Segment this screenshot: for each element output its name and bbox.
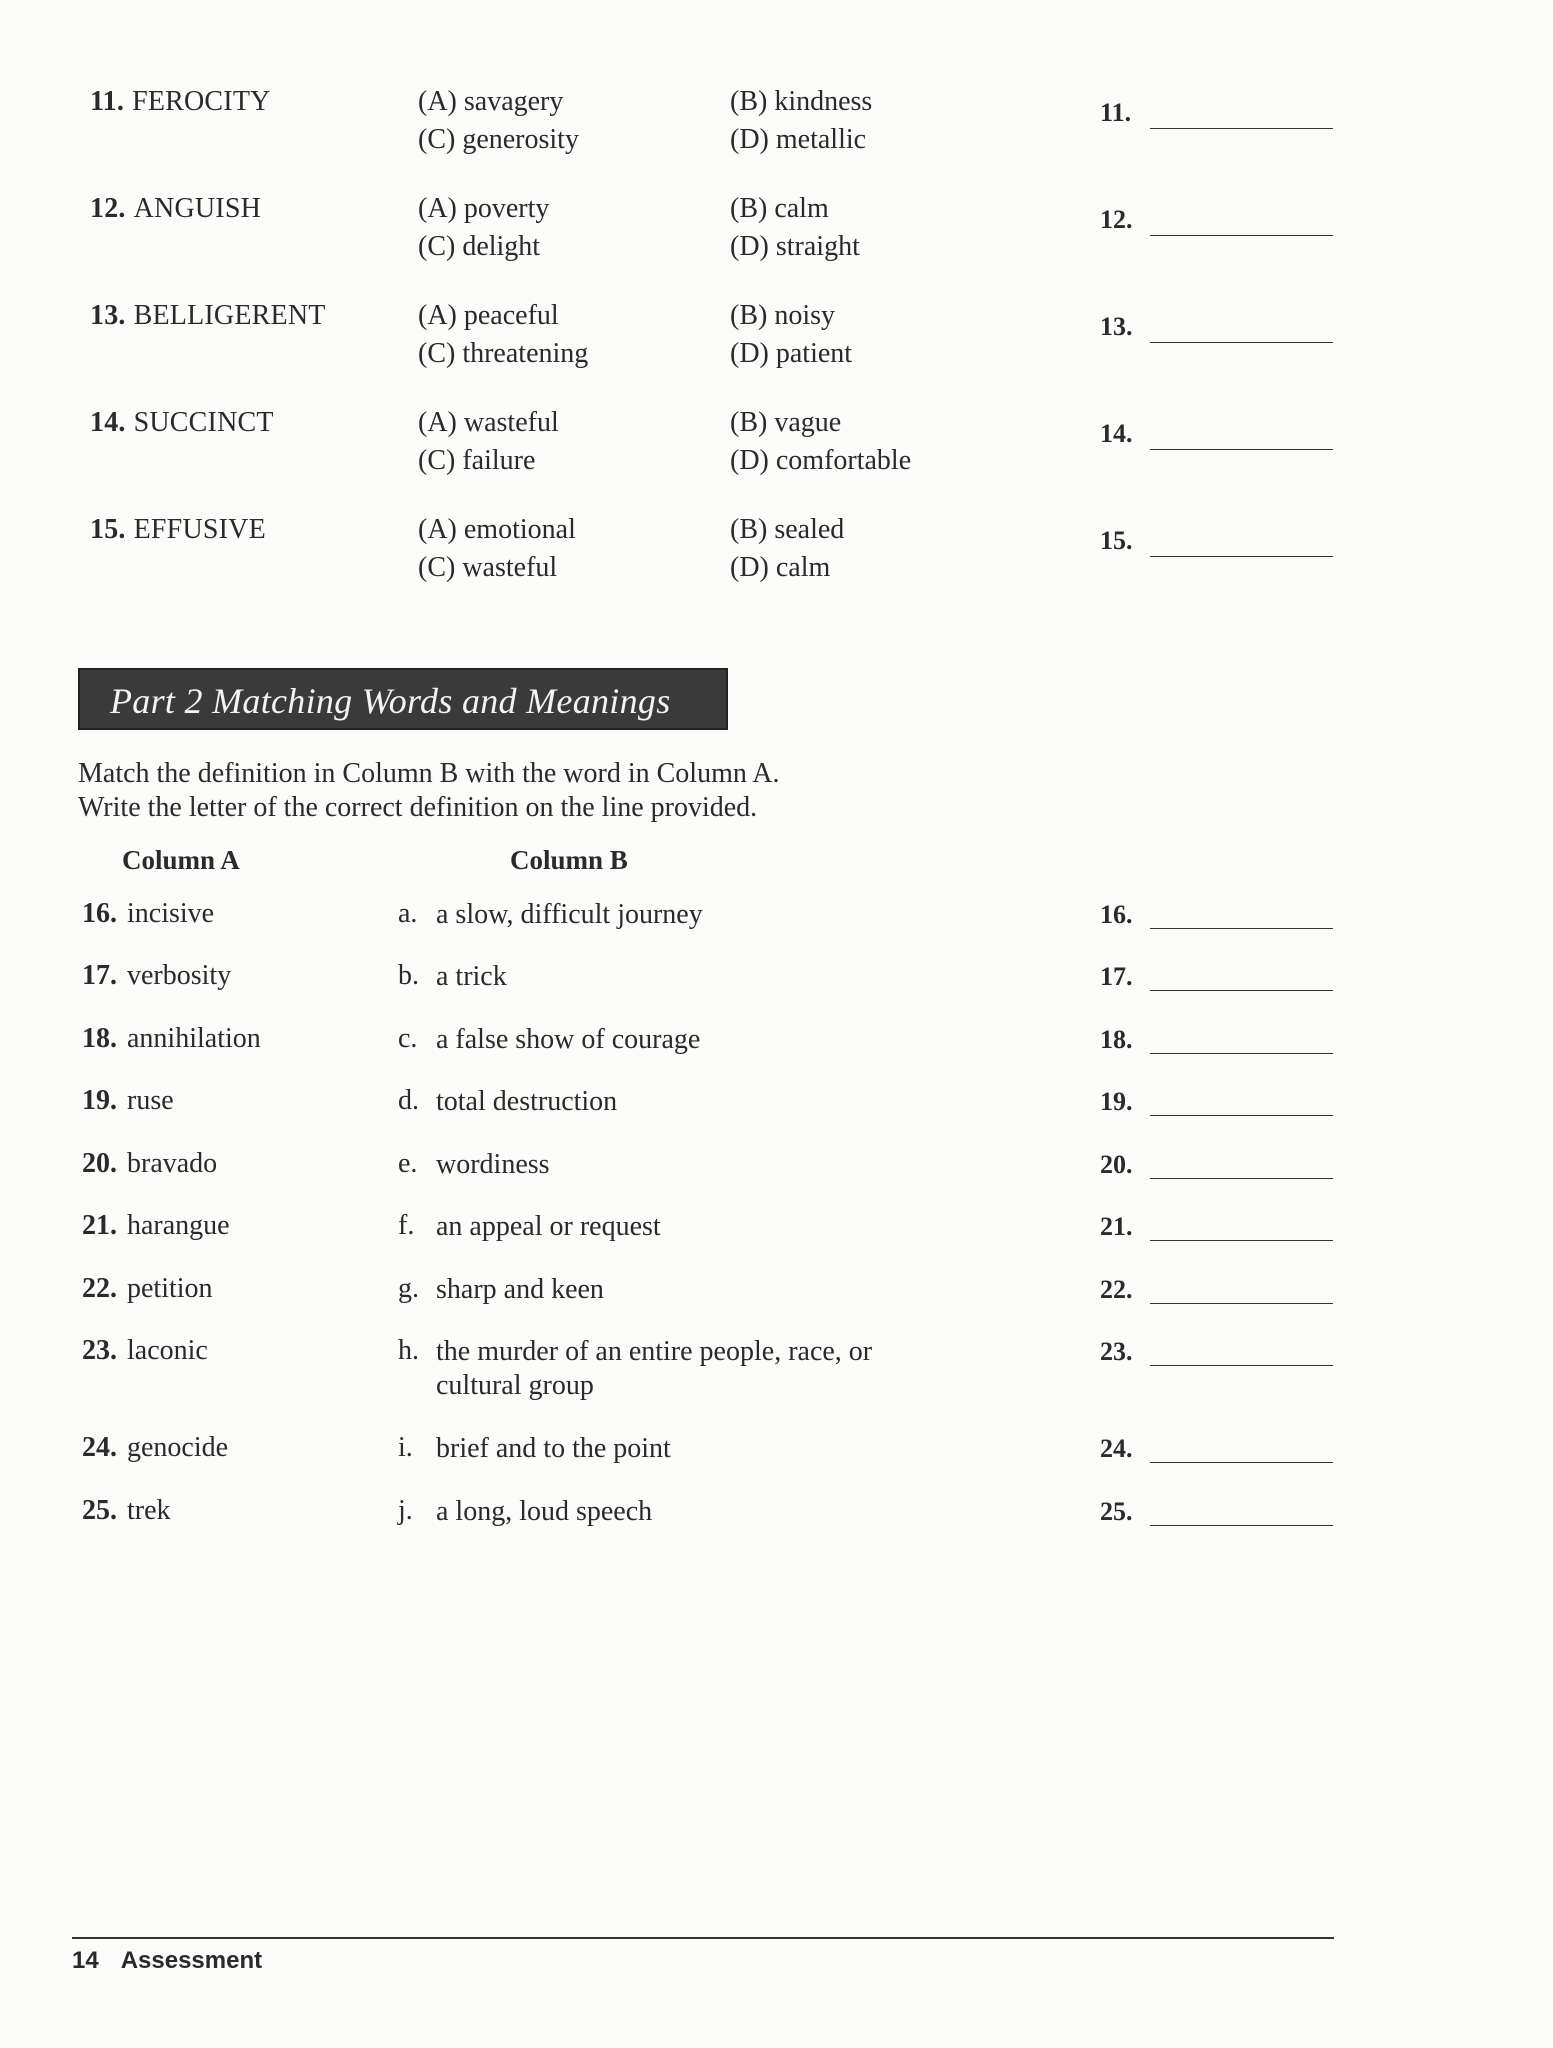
answer-label: 25. [1100, 1497, 1133, 1526]
match-item-23 [0, 1335, 1553, 1425]
match-word: 21. harangue [82, 1210, 230, 1241]
footer-section: Assessment [120, 1947, 263, 1974]
definition-letter: b. [398, 960, 419, 991]
option-a: (A) wasteful [418, 407, 559, 438]
definition-text: a trick [436, 961, 507, 992]
question-word: 11. FEROCITY [90, 86, 271, 117]
footer-rule [72, 1937, 1334, 1939]
option-c: (C) delight [418, 231, 541, 262]
answer-line[interactable] [1150, 1053, 1333, 1054]
question-word: 12. ANGUISH [90, 193, 262, 224]
option-c: (C) threatening [418, 338, 589, 369]
match-item-22 [0, 1273, 1553, 1333]
column-a-heading: Column A [122, 845, 240, 875]
definition-text: wordiness [436, 1149, 550, 1180]
part2-title: Part 2 Matching Words and Meanings [110, 681, 671, 721]
match-word: 24. genocide [82, 1432, 229, 1463]
answer-line[interactable] [1150, 990, 1333, 991]
match-item-20 [0, 1148, 1553, 1208]
answer-line[interactable] [1150, 928, 1333, 929]
answer-line[interactable] [1150, 449, 1333, 450]
definition-letter: d. [398, 1085, 419, 1116]
match-word: 18. annihilation [82, 1023, 261, 1054]
answer-label: 23. [1100, 1337, 1133, 1366]
definition-letter: a. [398, 898, 418, 929]
answer-label: 16. [1100, 900, 1133, 929]
match-item-16 [0, 898, 1553, 958]
page-number: 14 [72, 1947, 99, 1974]
match-item-18 [0, 1023, 1553, 1083]
answer-line[interactable] [1150, 556, 1333, 557]
match-item-21 [0, 1210, 1553, 1270]
match-item-17 [0, 960, 1553, 1020]
answer-line[interactable] [1150, 342, 1333, 343]
option-d: (D) comfortable [730, 445, 912, 476]
answer-label: 17. [1100, 962, 1133, 991]
answer-line[interactable] [1150, 1240, 1333, 1241]
option-d: (D) patient [730, 338, 853, 369]
answer-line[interactable] [1150, 128, 1333, 129]
answer-line[interactable] [1150, 1525, 1333, 1526]
option-d: (D) metallic [730, 124, 867, 155]
option-d: (D) straight [730, 231, 860, 262]
answer-label: 18. [1100, 1025, 1133, 1054]
definition-text: a false show of courage [436, 1024, 701, 1055]
definition-letter: i. [398, 1432, 413, 1463]
match-item-25 [0, 1495, 1553, 1555]
definition-text: an appeal or request [436, 1211, 661, 1242]
option-b: (B) calm [730, 193, 829, 224]
answer-line[interactable] [1150, 235, 1333, 236]
answer-label: 24. [1100, 1434, 1133, 1463]
option-a: (A) peaceful [418, 300, 559, 331]
answer-line[interactable] [1150, 1462, 1333, 1463]
column-b-heading: Column B [510, 845, 628, 875]
match-word: 25. trek [82, 1495, 171, 1526]
option-c: (C) generosity [418, 124, 579, 155]
answer-line[interactable] [1150, 1303, 1333, 1304]
question-13 [0, 300, 1553, 390]
answer-label: 19. [1100, 1087, 1133, 1116]
instructions: Match the definition in Column B with the word in Column A. Write the letter of the correct definition on the line provided. [78, 758, 780, 823]
answer-label: 12. [1100, 205, 1133, 234]
definition-text: brief and to the point [436, 1433, 671, 1464]
option-b: (B) kindness [730, 86, 873, 117]
answer-label: 13. [1100, 312, 1133, 341]
option-a: (A) savagery [418, 86, 564, 117]
definition-letter: g. [398, 1273, 419, 1304]
definition-letter: f. [398, 1210, 415, 1241]
option-a: (A) poverty [418, 193, 550, 224]
answer-line[interactable] [1150, 1178, 1333, 1179]
match-word: 20. bravado [82, 1148, 218, 1179]
definition-letter: e. [398, 1148, 418, 1179]
definition-letter: j. [398, 1495, 413, 1526]
match-item-19 [0, 1085, 1553, 1145]
definition-text: a slow, difficult journey [436, 899, 703, 930]
match-item-24 [0, 1432, 1553, 1492]
answer-label: 21. [1100, 1212, 1133, 1241]
definition-text: the murder of an entire people, race, or cultural group [436, 1336, 873, 1401]
match-word: 19. ruse [82, 1085, 174, 1116]
answer-label: 20. [1100, 1150, 1133, 1179]
answer-label: 22. [1100, 1275, 1133, 1304]
part2-heading-banner [78, 668, 728, 730]
definition-letter: c. [398, 1023, 418, 1054]
question-11 [0, 86, 1553, 176]
option-b: (B) vague [730, 407, 842, 438]
definition-text: a long, loud speech [436, 1496, 653, 1527]
question-word: 14. SUCCINCT [90, 407, 274, 438]
page-footer [72, 1947, 262, 1975]
option-c: (C) failure [418, 445, 536, 476]
match-word: 22. petition [82, 1273, 213, 1304]
option-a: (A) emotional [418, 514, 576, 545]
option-b: (B) sealed [730, 514, 845, 545]
definition-text: sharp and keen [436, 1274, 604, 1305]
match-word: 16. incisive [82, 898, 215, 929]
option-d: (D) calm [730, 552, 831, 583]
answer-line[interactable] [1150, 1115, 1333, 1116]
definition-text: total destruction [436, 1086, 618, 1117]
match-word: 17. verbosity [82, 960, 232, 991]
answer-line[interactable] [1150, 1365, 1333, 1366]
option-b: (B) noisy [730, 300, 835, 331]
answer-label: 15. [1100, 526, 1133, 555]
answer-label: 11. [1100, 98, 1132, 127]
question-15 [0, 514, 1553, 604]
definition-letter: h. [398, 1335, 419, 1366]
match-word: 23. laconic [82, 1335, 208, 1366]
question-word: 15. EFFUSIVE [90, 514, 266, 545]
option-c: (C) wasteful [418, 552, 558, 583]
answer-label: 14. [1100, 419, 1133, 448]
question-word: 13. BELLIGERENT [90, 300, 326, 331]
question-14 [0, 407, 1553, 497]
question-12 [0, 193, 1553, 283]
